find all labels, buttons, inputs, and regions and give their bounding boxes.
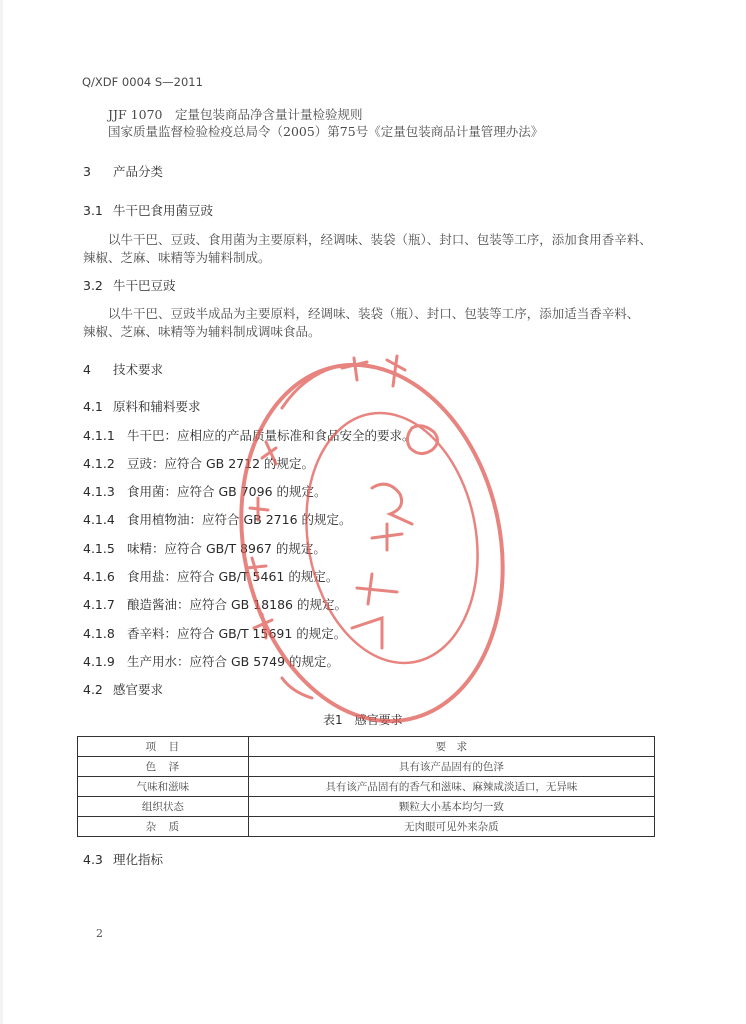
item-number: 4.1.9 <box>83 654 115 669</box>
section-title: 理化指标 <box>113 852 164 867</box>
section-number: 4.3 <box>83 852 103 867</box>
item-number: 4.1.6 <box>83 569 115 584</box>
section-number: 3.1 <box>83 203 103 218</box>
item-text: 酿造酱油：应符合 GB 18186 的规定。 <box>127 597 347 612</box>
table-cell: 颗粒大小基本均匀一致 <box>248 797 654 817</box>
table-row <box>78 777 655 797</box>
requirement-item <box>83 428 415 444</box>
section-number: 3 <box>83 164 91 179</box>
table-cell: 无肉眼可见外来杂质 <box>248 817 654 837</box>
requirement-item <box>83 484 327 500</box>
scan-edge <box>0 0 3 1024</box>
item-text: 豆豉：应符合 GB 2712 的规定。 <box>127 456 314 471</box>
section-number: 4 <box>83 362 91 377</box>
item-text: 味精：应符合 GB/T 8967 的规定。 <box>127 541 326 556</box>
section-number: 3.2 <box>83 278 103 293</box>
table-header-row <box>78 737 655 757</box>
section-4-heading <box>83 362 163 378</box>
table-caption: 表1 感官要求 <box>323 713 403 727</box>
official-seal-stamp <box>222 338 512 738</box>
page-number: 2 <box>96 927 103 940</box>
table-row <box>78 797 655 817</box>
table-row <box>78 817 655 837</box>
section-3-2-body-line-1: 以牛干巴、豆豉半成品为主要原料，经调味、装袋（瓶）、封口、包装等工序，添加适当香辛料、 <box>108 306 640 321</box>
item-text: 牛干巴：应相应的产品质量标准和食品安全的要求。 <box>127 428 415 443</box>
section-4-2-heading <box>83 682 163 698</box>
table-header-cell: 项 目 <box>78 737 249 757</box>
section-3-1-body-line-2: 辣椒、芝麻、味精等为辅料制成。 <box>83 250 271 265</box>
table-header-cell: 要 求 <box>248 737 654 757</box>
table-cell: 色 泽 <box>78 757 249 777</box>
item-number: 4.1.3 <box>83 484 115 499</box>
section-3-1-body-line-1: 以牛干巴、豆豉、食用菌为主要原料，经调味、装袋（瓶）、封口、包装等工序，添加食用香辛料、 <box>108 232 652 247</box>
sensory-requirements-table <box>77 736 655 837</box>
requirement-item <box>83 654 339 670</box>
item-text: 食用植物油：应符合 GB 2716 的规定。 <box>127 512 352 527</box>
requirement-item <box>83 541 326 557</box>
table-cell: 具有该产品固有的香气和滋味、麻辣咸淡适口，无异味 <box>248 777 654 797</box>
section-3-2-heading <box>83 278 176 294</box>
section-4-3-heading <box>83 852 163 868</box>
seal-ring <box>222 340 512 738</box>
item-number: 4.1.8 <box>83 626 115 641</box>
section-title: 产品分类 <box>113 164 164 179</box>
section-number: 4.2 <box>83 682 103 697</box>
requirement-item <box>83 456 314 472</box>
item-text: 食用盐：应符合 GB/T 5461 的规定。 <box>127 569 339 584</box>
table-cell: 具有该产品固有的色泽 <box>248 757 654 777</box>
section-title: 牛干巴豆豉 <box>113 278 176 293</box>
item-number: 4.1.2 <box>83 456 115 471</box>
item-text: 香辛料：应符合 GB/T 15691 的规定。 <box>127 626 347 641</box>
table-cell: 气味和滋味 <box>78 777 249 797</box>
section-3-1-heading <box>83 203 213 219</box>
requirement-item <box>83 626 346 642</box>
item-text: 生产用水：应符合 GB 5749 的规定。 <box>127 654 339 669</box>
requirement-item <box>83 512 352 528</box>
section-3-2-body-line-2: 辣椒、芝麻、味精等为辅料制成调味食品。 <box>83 324 321 339</box>
section-title: 感官要求 <box>113 682 164 697</box>
section-number: 4.1 <box>83 399 103 414</box>
requirement-item <box>83 597 347 613</box>
table-row <box>78 757 655 777</box>
section-title: 原料和辅料要求 <box>113 399 201 414</box>
item-number: 4.1.7 <box>83 597 115 612</box>
doc-code: Q/XDF 0004 S—2011 <box>82 75 203 89</box>
item-number: 4.1.4 <box>83 512 115 527</box>
section-title: 技术要求 <box>113 362 164 377</box>
requirement-item <box>83 569 338 585</box>
section-3-heading <box>83 164 163 180</box>
reference-2: 国家质量监督检验检疫总局令（2005）第75号《定量包装商品计量管理办法》 <box>108 124 544 139</box>
reference-1: JJF 1070 定量包装商品净含量计量检验规则 <box>108 107 363 122</box>
item-number: 4.1.5 <box>83 541 115 556</box>
table-cell: 组织状态 <box>78 797 249 817</box>
table-cell: 杂 质 <box>78 817 249 837</box>
item-text: 食用菌：应符合 GB 7096 的规定。 <box>127 484 327 499</box>
section-4-1-heading <box>83 399 201 415</box>
item-number: 4.1.1 <box>83 428 115 443</box>
section-title: 牛干巴食用菌豆豉 <box>113 203 214 218</box>
